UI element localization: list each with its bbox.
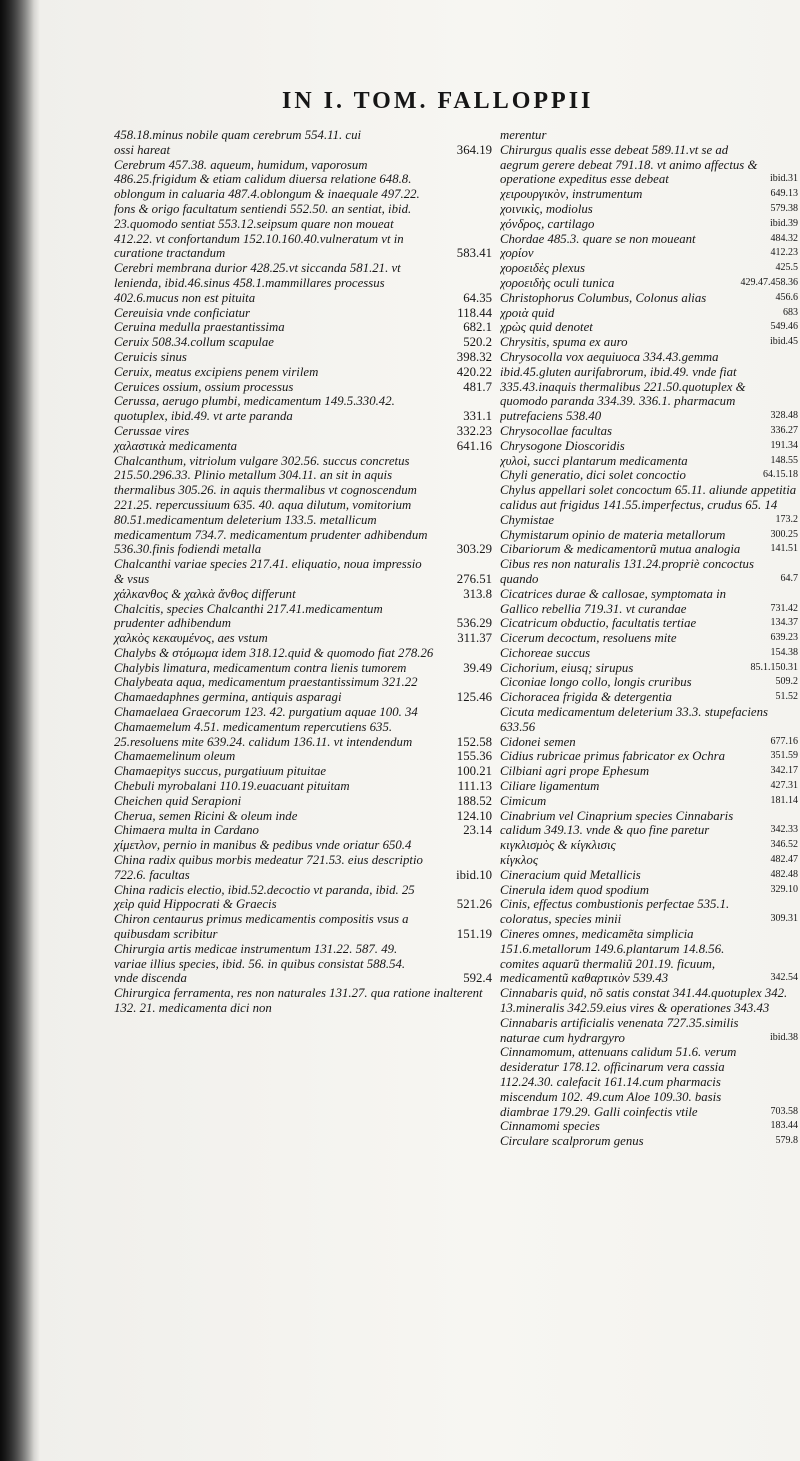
index-entry-text: χοροειδὲς plexus (500, 261, 585, 276)
index-entry (114, 631, 492, 646)
index-entry-text: χοινικὶς, modiolus (500, 201, 593, 216)
index-entry-text: Cicerum decoctum, resoluens mite (500, 631, 677, 646)
index-entry-text: China radix quibus morbis medeatur 721.53. eius descriptio 722.6. facultas (114, 853, 427, 882)
index-entry-text: Cinis, effectus combustionis perfectae 535.1. coloratus, species minii (500, 897, 733, 927)
index-entry-page-ref: 118.44 (457, 305, 492, 320)
index-entry-text: Chirurgica ferramenta, res non naturales 131.27. qua ratione inalterent 132. 21. medicamenta dici non (114, 986, 486, 1016)
index-entry (500, 705, 800, 735)
index-entry-page-ref: 482.48 (770, 868, 798, 880)
index-entry-text: Cimicum (500, 793, 547, 808)
index-entry-page-ref: 649.13 (770, 188, 798, 200)
index-entry (500, 1045, 800, 1119)
index-entry-page-ref: ibid.10 (456, 867, 492, 882)
index-entry-text: χυλοὶ, succi plantarum medicamenta (500, 453, 688, 468)
index-entry-page-ref: ibid.39 (769, 217, 798, 229)
index-entry-page-ref: 64.7 (780, 572, 798, 584)
index-entry (114, 794, 492, 809)
index-entry-page-ref: 309.31 (770, 913, 798, 925)
index-entry-text: χαλκὸς κεκαυμένος, aes vstum (114, 631, 268, 646)
index-entry-text: Ceruices ossium, ossium processus (114, 379, 294, 394)
index-entry (114, 720, 492, 750)
index-entry-text: Chalcanthi variae species 217.41. eliquatio, noua impressio & vsus (114, 557, 425, 586)
index-entry-text: Cheichen quid Serapioni (114, 793, 242, 808)
index-entry-page-ref: 683 (783, 306, 798, 318)
index-entry-text: Chalcanthum, vitriolum vulgare 302.56. succus concretus 215.50.296.33. Plinio metallum 304.11. an sit in aquis thermalibus 305.26. in aquis thermalibus vt cognoscendum 221.25. repercussiuum 635. 40. aqua dilutum, vomitorium 80.51.medicamentum deleterium 133.5. metallicum medicamentum 734.7. medicamentum prudenter adhibendum 536.30.finis fodiendi metalla (114, 453, 431, 557)
index-entry-page-ref: 313.8 (463, 586, 492, 601)
index-entry-text: Cinnabaris quid, nõ satis constat 341.44.quotuplex 342. 13.mineralis 342.59.eius vires & operationes 343.43 (500, 986, 791, 1016)
index-entry (500, 927, 800, 986)
index-entry-text: Chamaemelum 4.51. medicamentum repercutiens 635. 25.resoluens mite 639.24. calidum 136.11. vt intendendum (114, 719, 413, 749)
index-entry-text: Chrysogone Dioscoridis (500, 438, 625, 453)
index-entry-text: χαλαστικὰ medicamenta (114, 438, 238, 453)
index-entry-text: χίμετλον, pernio in manibus & pedibus vnde oriatur 650.4 (114, 838, 412, 853)
index-entry-page-ref: 420.22 (456, 364, 492, 379)
index-entry-text: Cereuisia vnde conficiatur (114, 305, 250, 320)
index-entry-page-ref: 346.52 (770, 839, 798, 851)
index-entry (500, 838, 800, 853)
index-entry (500, 217, 800, 232)
index-entry (114, 557, 492, 587)
index-entry (114, 853, 492, 883)
index-entry (500, 779, 800, 794)
index-entry-text: χορίον (500, 246, 534, 261)
index-entry-text: Circulare scalprorum genus (500, 1134, 644, 1149)
index-entry (500, 202, 800, 217)
index-entry-text: χάλκανθος & χαλκὰ ἄνθος differunt (114, 586, 296, 601)
index-entry (500, 483, 800, 513)
index-entry (500, 187, 800, 202)
index-entry-page-ref: 536.29 (456, 616, 492, 631)
index-entry-page-ref: 592.4 (463, 971, 492, 986)
index-entry-page-ref: 583.41 (456, 246, 492, 261)
index-entry-text: Cineres omnes, medicamẽta simplicia 151.6.metallorum 149.6.plantarum 14.8.56. comites aquarũ thermaliũ 201.19. ficuum, medicamentũ καθαρτικὸν 539.43 (500, 927, 728, 986)
index-entry-text: Cerussae vires (114, 423, 190, 438)
index-entry-page-ref: 481.7 (463, 379, 492, 394)
index-entry-page-ref: 124.10 (456, 808, 492, 823)
index-entry-page-ref: 425.5 (775, 262, 798, 274)
index-entry-text: Chylus appellari solet concoctum 65.11. aliunde appetitia calidus aut frigidus 141.55.imperfectus, crudus 65. 14 (500, 483, 800, 512)
index-entry-page-ref: 342.33 (770, 824, 798, 836)
index-entry-page-ref: 336.27 (770, 424, 798, 436)
index-entry (114, 749, 492, 764)
index-entry-page-ref: 521.26 (456, 897, 492, 912)
index-entry-text: Chalcitis, species Chalcanthi 217.41.medicamentum prudenter adhibendum (114, 601, 386, 631)
index-entry-page-ref: 364.19 (456, 142, 492, 157)
index-entry-text: 458.18.minus nobile quam cerebrum 554.11. cui (114, 128, 362, 142)
index-entry (114, 809, 492, 824)
index-entry-page-ref: 155.36 (456, 749, 492, 764)
index-entry-page-ref: 677.16 (770, 735, 798, 747)
index-entry (500, 661, 800, 676)
index-entry-page-ref: 482.47 (770, 854, 798, 866)
index-entry (500, 335, 800, 350)
index-entry-page-ref: 39.49 (463, 660, 492, 675)
index-entry-text: Chrysocolla vox aequiuoca 334.43.gemma ibid.45.gluten aurifabrorum, ibid.49. vnde fiat 335.43.inaquis thermalibus 221.50.quotuplex & quomodo paranda 334.39. 336.1. pharmacum putrefaciens 538.40 (500, 349, 749, 424)
index-entry-page-ref: 639.23 (770, 632, 798, 644)
index-entry-page-ref: 191.34 (770, 439, 798, 451)
index-entry-page-ref: 85.1.150.31 (750, 661, 798, 673)
index-entry (500, 868, 800, 883)
index-entry-page-ref: 641.16 (456, 438, 492, 453)
index-entry (500, 528, 800, 543)
index-entry (114, 261, 492, 305)
index-entry (114, 365, 492, 380)
index-entry-text: Cerebri membrana durior 428.25.vt siccanda 581.21. vt lenienda, ibid.46.sinus 458.1.mammillares processus 402.6.mucus non est pituita (114, 261, 404, 305)
index-entry (114, 646, 492, 661)
index-entry-page-ref: 342.17 (770, 765, 798, 777)
index-entry-page-ref: 329.10 (770, 883, 798, 895)
index-entry-page-ref: 181.14 (770, 794, 798, 806)
index-entry-page-ref: 509.2 (775, 676, 798, 688)
index-entry (500, 424, 800, 439)
index-entry-text: κίγκλος (500, 853, 539, 868)
index-entry (114, 661, 492, 676)
index-entry-text: Chirurgia artis medicae instrumentum 131.22. 587. 49. variae illius species, ibid. 56. in quibus consistat 588.54. vnde discenda (114, 941, 409, 986)
index-entry (500, 646, 800, 661)
index-entry-page-ref: 398.32 (456, 349, 492, 364)
index-entry (500, 143, 800, 187)
index-entry (114, 306, 492, 321)
index-entry-text: Ceruina medulla praestantissima (114, 320, 285, 335)
index-entry-page-ref: 351.59 (770, 750, 798, 762)
index-entry-text: Christophorus Columbus, Colonus alias (500, 290, 707, 305)
index-entry-text: Chamaepitys succus, purgatiuum pituitae (114, 764, 327, 779)
index-entry-page-ref: 64.15.18 (763, 469, 798, 481)
index-entry-text: χοροειδὴς oculi tunica (500, 275, 615, 290)
index-entry-page-ref: 183.44 (770, 1120, 798, 1132)
index-entry (114, 675, 492, 690)
index-entry-page-ref: 23.14 (463, 823, 492, 838)
index-entry-page-ref: 152.58 (456, 734, 492, 749)
index-entry-page-ref: 456.6 (775, 291, 798, 303)
index-entry-text: Cinerula idem quod spodium (500, 882, 649, 897)
index-entry (500, 128, 800, 143)
index-entry-page-ref: 154.38 (770, 646, 798, 658)
index-entry-page-ref: 151.19 (456, 927, 492, 942)
index-entry (114, 394, 492, 424)
index-entry (114, 158, 492, 262)
index-entry-page-ref: 332.23 (456, 423, 492, 438)
index-entry-page-ref: ibid.45 (769, 336, 798, 348)
index-entry (114, 986, 492, 1016)
index-entry-page-ref: 64.35 (463, 290, 492, 305)
index-entry (500, 897, 800, 927)
index-entry (500, 306, 800, 321)
index-entry (500, 320, 800, 335)
index-entry (114, 350, 492, 365)
index-column-left (114, 128, 492, 1016)
index-entry-text: Cineracium quid Metallicis (500, 867, 641, 882)
index-entry-page-ref: 412.23 (770, 247, 798, 259)
index-entry-page-ref: 731.42 (770, 602, 798, 614)
index-entry (114, 335, 492, 350)
index-entry (114, 779, 492, 794)
index-entry-text: Cichoreae succus (500, 645, 591, 660)
index-entry-text: Chalybis limatura, medicamentum contra lienis tumorem (114, 660, 407, 675)
index-entry-page-ref: 549.46 (770, 321, 798, 333)
index-entry-text: Ciliare ligamentum (500, 779, 600, 794)
index-entry-text: Chimaera multa in Cardano (114, 823, 259, 838)
index-entry (500, 631, 800, 646)
index-column-right (500, 128, 800, 1149)
page-gutter-shadow (0, 0, 40, 1461)
index-entry-page-ref: 188.52 (456, 793, 492, 808)
index-entry (500, 542, 800, 557)
index-entry-page-ref: 703.58 (770, 1105, 798, 1117)
index-entry (500, 291, 800, 306)
index-entry-page-ref: ibid.31 (769, 173, 798, 185)
index-entry-text: Chyli generatio, dici solet concoctio (500, 468, 686, 483)
index-entry (500, 246, 800, 261)
index-entry-text: Chalybs & στόμωμα idem 318.12.quid & quomodo fiat 278.26 (114, 645, 434, 660)
index-entry (500, 749, 800, 764)
index-entry-text: Cicuta medicamentum deleterium 33.3. stupefaciens 633.56 (500, 705, 772, 734)
index-entry-text: Cinnamomum, attenuans calidum 51.6. verum desideratur 178.12. officinarum vera cassia 112.24.30. calefacit 161.14.cum pharmacis miscendum 102. 49.cum Aloe 109.30. basis diambrae 179.29. Galli coinfectis vtile (500, 1045, 740, 1119)
index-entry-text: Cidonei semen (500, 734, 576, 749)
index-entry-page-ref: 276.51 (456, 571, 492, 586)
index-entry (500, 853, 800, 868)
index-entry-page-ref: 111.13 (457, 779, 492, 794)
index-entry-page-ref: 134.37 (770, 617, 798, 629)
index-entry (500, 454, 800, 469)
index-entry-text: Chamaelaea Graecorum 123. 42. purgatium aquae 100. 34 (114, 705, 418, 720)
index-entry-text: Chymistae (500, 512, 555, 527)
index-entry-text: χειρουργικὸν, instrumentum (500, 187, 643, 202)
index-entry-page-ref: 311.37 (457, 631, 492, 646)
index-entry-page-ref: 429.47.458.36 (740, 276, 798, 288)
index-entry (114, 128, 492, 143)
index-entry-text: Cinabrium vel Cinaprium species Cinnabaris calidum 349.13. vnde & quo fine paretur (500, 808, 737, 838)
index-entry-text: Cidius rubricae primus fabricator ex Ochra (500, 749, 726, 764)
index-entry (114, 454, 492, 558)
index-entry (500, 1016, 800, 1046)
index-entry (114, 602, 492, 632)
index-entry (500, 468, 800, 483)
index-entry-text: Cichorium, eiusq; sirupus (500, 660, 634, 675)
index-entry-text: merentur (500, 128, 547, 142)
index-entry (500, 232, 800, 247)
index-entry-page-ref: 303.29 (456, 542, 492, 557)
index-entry-text: Chrysocollae facultas (500, 423, 612, 438)
index-entry (500, 587, 800, 617)
index-entry-text: Ceruicis sinus (114, 349, 187, 364)
index-entry-text: Cicatricum obductio, facultatis tertiae (500, 616, 697, 631)
index-entry (500, 1134, 800, 1149)
index-entry (500, 350, 800, 424)
index-entry-page-ref: 100.21 (456, 764, 492, 779)
index-entry (114, 143, 492, 158)
index-entry (114, 823, 492, 838)
index-entry-page-ref: 125.46 (456, 690, 492, 705)
index-entry-page-ref: 328.48 (770, 410, 798, 422)
index-entry-text: χόνδρος, cartilago (500, 216, 595, 231)
index-entry-text: Cibariorum & medicamentorũ mutua analogia (500, 542, 741, 557)
index-entry (500, 735, 800, 750)
index-entry (114, 912, 492, 942)
index-entry-page-ref: 300.25 (770, 528, 798, 540)
index-entry (114, 424, 492, 439)
index-entry (114, 883, 492, 898)
index-entry-page-ref: 331.1 (463, 409, 492, 424)
index-entry-page-ref: 682.1 (463, 320, 492, 335)
index-entry-text: Cerussa, aerugo plumbi, medicamentum 149.5.330.42. quotuplex, ibid.49. vt arte paranda (114, 394, 399, 424)
index-entry (114, 897, 492, 912)
index-entry (500, 794, 800, 809)
index-entry-text: Cilbiani agri prope Ephesum (500, 764, 650, 779)
index-entry-text: Chalybeata aqua, medicamentum praestantissimum 321.22 (114, 675, 418, 690)
index-entry-text: Cherua, semen Ricini & oleum inde (114, 808, 298, 823)
index-entry (500, 276, 800, 291)
index-entry-page-ref: 51.52 (775, 691, 798, 703)
index-entry-text: Chamaemelinum oleum (114, 749, 236, 764)
index-entry (500, 616, 800, 631)
index-entry-text: Ciconiae longo collo, longis cruribus (500, 675, 692, 690)
index-entry-page-ref: 148.55 (770, 454, 798, 466)
index-entry-page-ref: 579.8 (775, 1135, 798, 1147)
index-entry-text: Cerebrum 457.38. aqueum, humidum, vaporosum 486.25.frigidum & etiam calidum diuersa relatione 648.8. oblongum in caluaria 487.4.oblongum & inaequale 497.22. fons & origo facultatum sentiendi 552.50. an sentiat, ibid. 23.quomodo sentiat 553.12.seipsum quare non moueat 412.22. vt confortandum 152.10.160.40.vulneratum vt in curatione tractandum (114, 157, 423, 261)
index-entry (500, 513, 800, 528)
index-entry-text: χεὶρ quid Hippocrati & Graecis (114, 897, 277, 912)
index-entry-text: Cichoracea frigida & detergentia (500, 690, 672, 705)
index-entry (114, 587, 492, 602)
index-entry-text: Chymistarum opinio de materia metallorum (500, 527, 726, 542)
index-entry (500, 1119, 800, 1134)
index-entry-text: Cinnabaris artificialis venenata 727.35.similis naturae cum hydrargyro (500, 1015, 742, 1045)
index-entry (500, 675, 800, 690)
index-entry-page-ref: 342.54 (770, 972, 798, 984)
page-header: IN I. TOM. FALLOPPII (282, 88, 594, 114)
index-entry-text: Chirurgus qualis esse debeat 589.11.vt se ad aegrum gerere debeat 791.18. vt animo affectus & operatione expeditus esse debeat (500, 142, 761, 187)
index-entry-page-ref: 141.51 (770, 543, 798, 555)
index-entry (114, 764, 492, 779)
index-entry-text: χρὼς quid denotet (500, 320, 593, 335)
index-entry (114, 380, 492, 395)
index-entry (114, 439, 492, 454)
index-entry-text: κιγκλισμὸς & κίγκλισις (500, 838, 616, 853)
index-entry (114, 690, 492, 705)
index-entry (500, 809, 800, 839)
index-entry (114, 942, 492, 986)
index-entry (500, 557, 800, 587)
index-entry-page-ref: 520.2 (463, 335, 492, 350)
index-entry-text: Cibus res non naturalis 131.24.propriè concoctus quando (500, 557, 758, 586)
index-entry-page-ref: 427.31 (770, 780, 798, 792)
index-entry-page-ref: 173.2 (775, 513, 798, 525)
index-entry (500, 883, 800, 898)
index-entry (500, 261, 800, 276)
index-entry-text: Cinnamomi species (500, 1119, 600, 1134)
index-entry-text: Chordae 485.3. quare se non moueant (500, 231, 696, 246)
index-entry-text: Chiron centaurus primus medicamentis compositis vsus a quibusdam scribitur (114, 912, 412, 942)
index-entry-text: ossi hareat (114, 142, 171, 157)
index-entry-text: Chamaedaphnes germina, antiquis asparagi (114, 690, 342, 705)
index-entry-text: Chebuli myrobalani 110.19.euacuant pituitam (114, 779, 350, 794)
index-entry-page-ref: ibid.38 (769, 1031, 798, 1043)
index-entry-text: Cicatrices durae & callosae, symptomata in Gallico rebellia 719.31. vt curandae (500, 586, 730, 616)
index-entry-text: Ceruix, meatus excipiens penem virilem (114, 364, 319, 379)
index-entry (500, 690, 800, 705)
index-entry (114, 320, 492, 335)
index-entry (114, 705, 492, 720)
index-entry (500, 764, 800, 779)
index-entry-text: χροιὰ quid (500, 305, 555, 320)
index-entry-text: China radicis electio, ibid.52.decoctio vt paranda, ibid. 25 (114, 882, 415, 897)
index-entry-text: Ceruix 508.34.collum scapulae (114, 335, 274, 350)
index-entry-page-ref: 579.38 (770, 202, 798, 214)
index-entry (500, 439, 800, 454)
index-entry-text: Chrysitis, spuma ex auro (500, 335, 628, 350)
index-entry (114, 838, 492, 853)
index-entry (500, 986, 800, 1016)
index-entry-page-ref: 484.32 (770, 232, 798, 244)
